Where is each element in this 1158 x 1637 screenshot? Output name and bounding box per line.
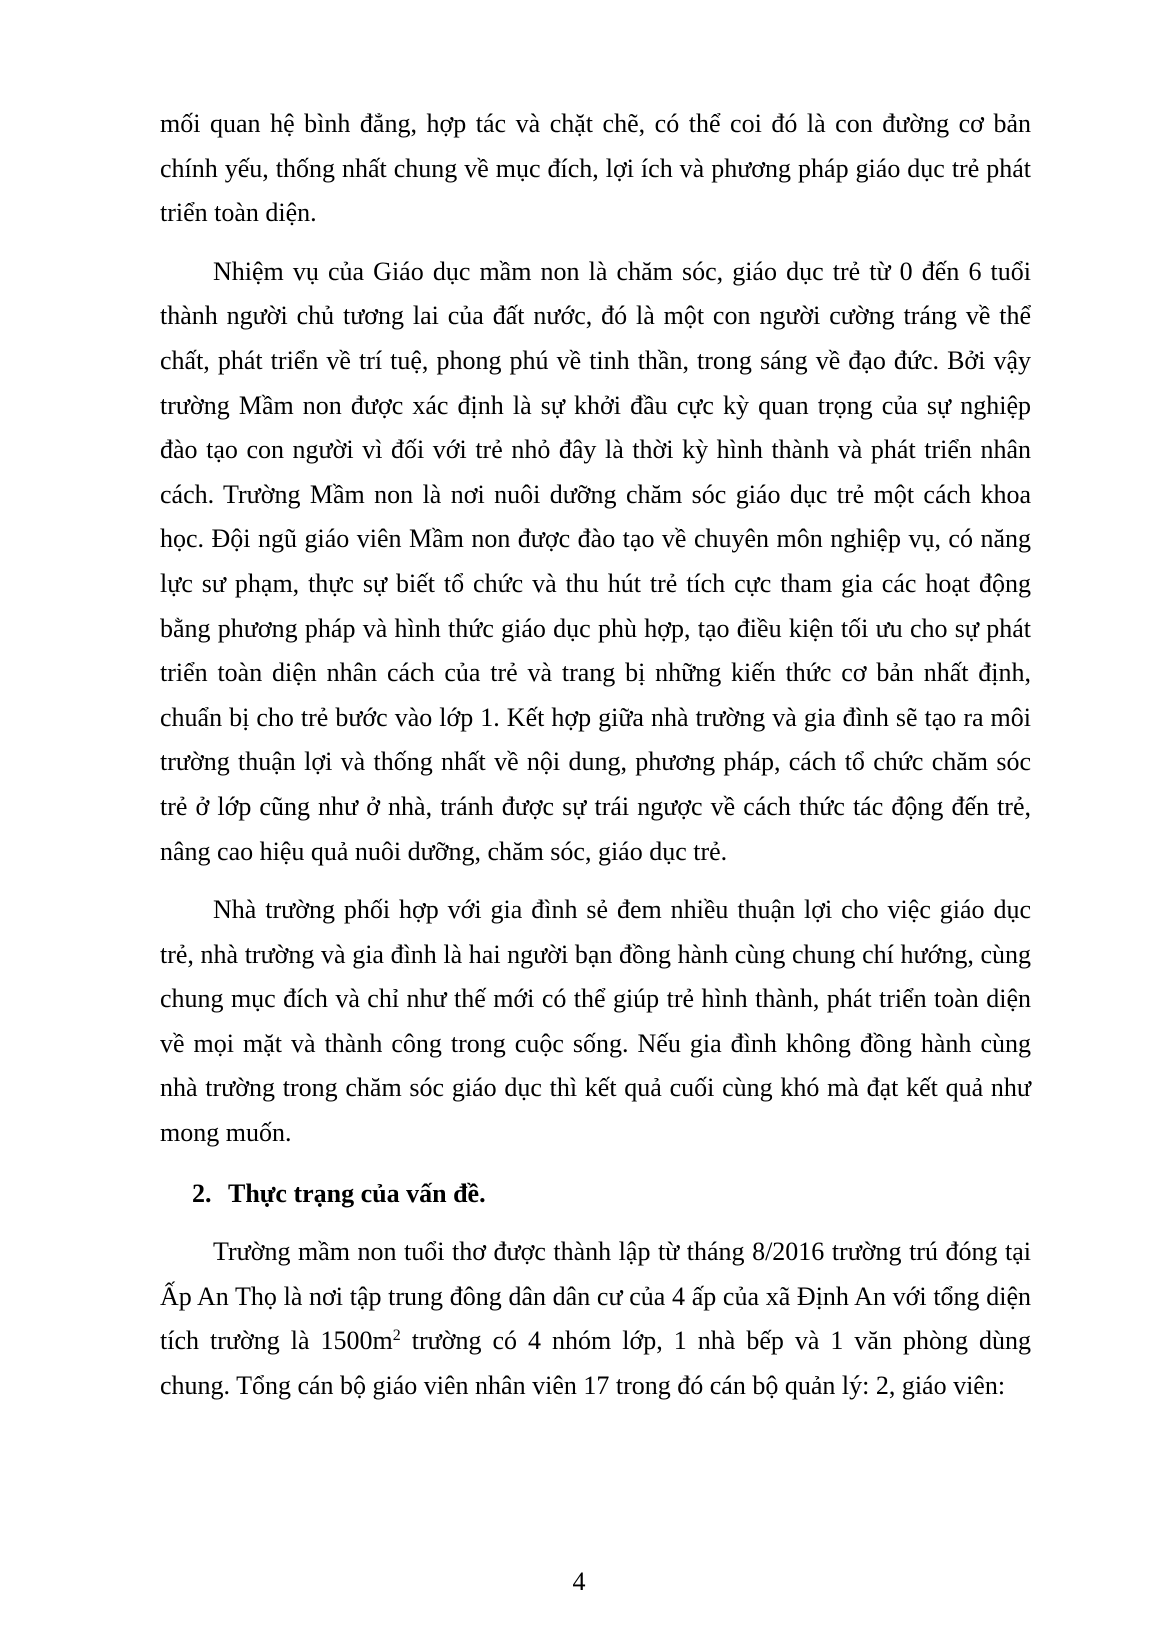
section-heading [192,1172,1031,1217]
page-number: 4 [572,1567,586,1596]
paragraph-current-situation-part-1: Trường mầm non tuổi thơ được thành lập từ tháng 8/2016 trường trú đóng tại Ấp An Thọ là nơi tập trung đông dân dân cư của 4 ấp của xã Định An với tổng diện tích trường là 1500m [160,1237,1031,1356]
document-page [160,102,1031,1409]
paragraph-continuation: mối quan hệ bình đẳng, hợp tác và chặt chẽ, có thể coi đó là con đường cơ bản chính yếu, thống nhất chung về mục đích, lợi ích và phương pháp giáo dục trẻ phát triển toàn diện. [160,109,1031,228]
paragraph-current-situation-part-2: trường có 4 nhóm lớp, 1 nhà bếp và 1 văn phòng dùng chung. Tổng cán bộ giáo viên nhân viên 17 trong đó cán bộ quản lý: 2, giáo viên: [160,1326,1031,1401]
paragraph-current-situation [160,1230,1031,1408]
section-heading-text: Thực trạng của vấn đề. [228,1178,486,1208]
paragraph-preschool-mission: Nhiệm vụ của Giáo dục mầm non là chăm sóc, giáo dục trẻ từ 0 đến 6 tuổi thành người chủ tương lai của đất nước, đó là một con người cường tráng về thể chất, phát triển về trí tuệ, phong phú về tinh thần, trong sáng về đạo đức. Bởi vậy trường Mầm non được xác định là sự khởi đầu cực kỳ quan trọng của sự nghiệp đào tạo con người vì đối với trẻ nhỏ đây là thời kỳ hình thành và phát triển nhân cách. Trường Mầm non là nơi nuôi dưỡng chăm sóc giáo dục trẻ một cách khoa học. Đội ngũ giáo viên Mầm non được đào tạo về chuyên môn nghiệp vụ, có năng lực sư phạm, thực sự biết tổ chức và thu hút trẻ tích cực tham gia các hoạt động bằng phương pháp và hình thức giáo dục phù hợp, tạo điều kiện tối ưu cho sự phát triển toàn diện nhân cách của trẻ và trang bị những kiến thức cơ bản nhất định, chuẩn bị cho trẻ bước vào lớp 1. Kết hợp giữa nhà trường và gia đình sẽ tạo ra môi trường thuận lợi và thống nhất về nội dung, phương pháp, cách tổ chức chăm sóc trẻ ở lớp cũng như ở nhà, tránh được sự trái ngược về cách thức tác động đến trẻ, nâng cao hiệu quả nuôi dưỡng, chăm sóc, giáo dục trẻ. [160,256,1031,866]
paragraph-school-family-cooperation: Nhà trường phối hợp với gia đình sẻ đem nhiều thuận lợi cho việc giáo dục trẻ, nhà trường và gia đình là hai người bạn đồng hành cùng chung chí hướng, cùng chung mục đích và chỉ như thế mới có thể giúp trẻ hình thành, phát triển toàn diện về mọi mặt và thành công trong cuộc sống. Nếu gia đình không đồng hành cùng nhà trường trong chăm sóc giáo dục thì kết quả cuối cùng khó mà đạt kết quả như mong muốn. [160,895,1031,1148]
section-heading-number: 2. [192,1178,212,1208]
area-unit-superscript: 2 [392,1327,401,1345]
